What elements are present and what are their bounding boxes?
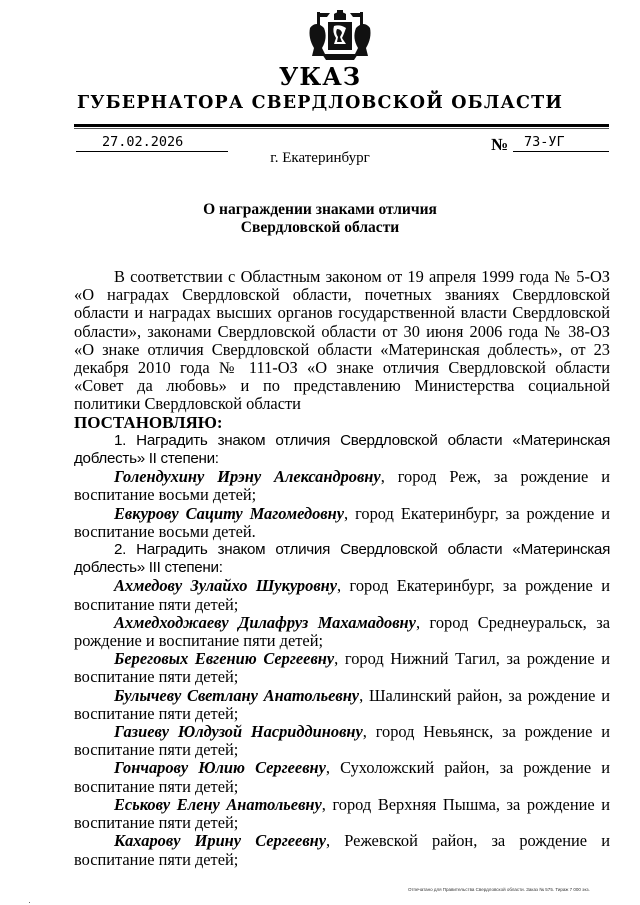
awardee-name: Евкурову Сациту Магомедовну (114, 503, 344, 523)
awardee-name: Газиеву Юлдузой Насриддиновну (114, 722, 363, 742)
awardee-item (74, 796, 610, 832)
awardee-details: , Режевской район, за рождение и воспитание пяти детей; (74, 831, 611, 869)
awardee-item (74, 468, 610, 504)
awardee-details: , город Невьянск, за рождение и воспитание пяти детей; (74, 722, 610, 760)
document-city: г. Екатеринбург (270, 150, 370, 166)
awardee-details: , Шалинский район, за рождение и воспитание пяти детей; (74, 685, 610, 723)
awardee-details: , Сухоложский район, за рождение и воспитание пяти детей; (74, 758, 610, 796)
item-heading: 1. Наградить знаком отличия Свердловской области «Материнская доблесть» II степени: (74, 431, 610, 468)
awardee-item (74, 505, 610, 541)
header-divider-thin (74, 128, 609, 129)
awardee-item (74, 614, 610, 650)
awardee-item (74, 687, 610, 723)
document-title: УКАЗ (278, 62, 362, 91)
awardee-item (74, 650, 610, 686)
awardee-item (74, 759, 610, 795)
document-number: 73-УГ (524, 134, 565, 150)
awardee-name: Береговых Евгению Сергеевну (114, 649, 335, 669)
decree-word: ПОСТАНОВЛЯЮ: (74, 412, 223, 432)
awardee-details: , город Верхняя Пышма, за рождение и воспитание пяти детей; (74, 794, 610, 833)
number-label: № (491, 135, 509, 154)
awardee-details: , город Нижний Тагил, за рождение и воспитание пяти детей; (74, 649, 610, 687)
item-heading: 2. Наградить знаком отличия Свердловской области «Материнская доблесть» III степени: (74, 541, 610, 577)
awardee-name: Еськову Елену Анатольевну (114, 794, 322, 814)
awardee-name: Голендухину Ирэну Александровну (114, 467, 381, 487)
awardee-name: Булычеву Светлану Анатольевну (114, 685, 360, 705)
awardee-item (74, 832, 610, 868)
document-date: 27.02.2026 (102, 134, 184, 150)
awardee-item (74, 577, 610, 613)
print-footer: Отпечатано для Правительства Свердловской области. Заказ № 575. Тираж 7 000 экз. (408, 887, 590, 892)
awardee-details: , город Екатеринбург, за рождение и воспитание восьми детей. (74, 503, 610, 541)
document-body (74, 268, 610, 869)
awardee-item (74, 723, 610, 759)
awardee-details: , город Реж, за рождение и воспитание восьми детей; (74, 467, 610, 505)
document-issuer: ГУБЕРНАТОРА СВЕРДЛОВСКОЙ ОБЛАСТИ (76, 93, 564, 113)
awardee-details: , город Среднеуральск, за рождение и воспитание пяти детей; (74, 612, 610, 651)
awardee-details: , город Екатеринбург, за рождение и воспитание пяти детей; (74, 576, 611, 614)
header-divider (74, 124, 609, 127)
subject-line-1: О награждении знаками отличия (203, 201, 437, 218)
subject-line-2: Свердловской области (240, 219, 400, 236)
awardee-name: Кахарову Ирину Сергеевну (114, 831, 327, 851)
awardee-name: Ахмедову Зулайхо Шукуровну (114, 576, 338, 596)
document-subject (0, 201, 640, 237)
awardee-name: Гончарову Юлию Сергеевну (114, 758, 326, 778)
scan-artifact (29, 902, 30, 903)
coat-of-arms-icon (308, 8, 372, 64)
awardee-name: Ахмедходжаеву Дилафруз Махамадовну (114, 612, 416, 632)
preamble: В соответствии с Областным законом от 19 апреля 1999 года № 5-ОЗ «О наградах Свердловской области, почетных званиях Свердловской области и наградах высших органов государственной власти Свердловской области», законами Свердловской области от 30 июня 2006 года № 38-ОЗ «О знаке отличия Свердловской области «Материнская доблесть», от 23 декабря 2010 года № 111-ОЗ «О знаке отличия Свердловской области «Совет да любовь» и по представлению Министерства социальной политики Свердловской области (74, 267, 610, 414)
